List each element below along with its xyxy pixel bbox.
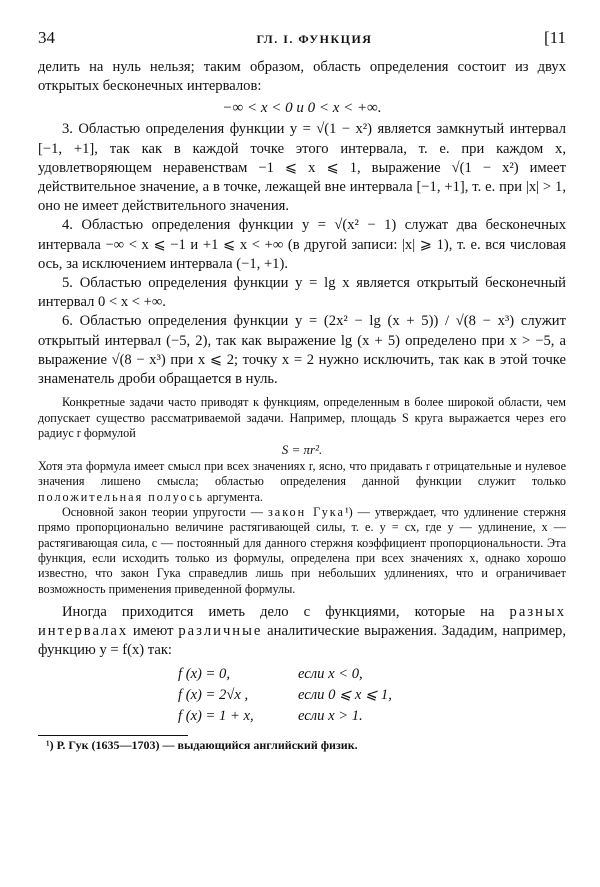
item-3: 3. Областью определения функции y = √(1 − x²) является замкнутый интервал [−1, +1], так как в каждой точке этого интервала, т. е. при каждом x, удовлетворяющем неравенствам −1 ⩽ x ⩽ 1, выражение √(1 − x²) имеет действительное значение, а в точке, лежащей вне интервала [−1, +1], т. е. при |x| > 1, оно не имеет действительного значения. (38, 121, 566, 215)
case-row (178, 706, 566, 727)
final-a: Иногда приходится иметь дело с функциями, которые на (62, 603, 510, 620)
piecewise-function (178, 664, 566, 727)
small3-end: ¹) — утверждает, что удлинение стержня прямо пропорционально величине растягивающей силы, т. е. y = cx, где y — удлинение, x — растягивающая сила, c — постоянный для данного стержня коэффициент пропорциональности. Эта функция, если исходить только из формулы, определена при всех значениях x, однако хорошо известно, что закон Гука справедлив лишь при небольших удлинениях, что и ограничивает возможность применения приведенной формулы. (38, 505, 567, 596)
small3-start: Основной закон теории упругости — (62, 505, 268, 520)
case-cond: если 0 ⩽ x ⩽ 1, (298, 687, 392, 704)
footnote: ¹) Р. Гук (1635—1703) — выдающийся английский физик. (46, 738, 358, 753)
page-header (38, 28, 566, 58)
section-number: [11 (543, 28, 566, 47)
final-emphasis-1: разных интервалах (38, 603, 566, 640)
case-row (178, 664, 566, 685)
case-expr: f (x) = 1 + x, (178, 708, 254, 725)
small-paragraph-2 (38, 459, 566, 505)
case-cond: если x < 0, (298, 666, 363, 683)
case-expr: f (x) = 2√x , (178, 687, 249, 704)
formula-intervals: −∞ < x < 0 и 0 < x < +∞. (222, 100, 382, 117)
small-paragraph-1: Конкретные задачи часто приводят к функциям, определенным в более широкой области, чем допускает существо рассматриваемой задачи. Например, площадь S круга выражается через его радиус r формулой (38, 395, 566, 440)
page-number: 34 (38, 28, 55, 47)
final-emphasis-2: различные (178, 623, 263, 640)
chapter-title: ГЛ. I. ФУНКЦИЯ (256, 32, 373, 46)
small2-start: Хотя эта формула имеет смысл при всех значениях r, ясно, что придавать r отрицательные и нулевое значения лишено смысла; областью определения данной функции служит только (38, 459, 566, 489)
small3-emphasis: закон Гука (267, 505, 345, 520)
final-c: аналитические выражения. Зададим, например, функцию y = f(x) так: (38, 623, 566, 659)
item-6: 6. Областью определения функции y = (2x² − lg (x + 5)) / √(8 − x³) служит открытый интервал (−5, 2), так как выражение lg (x + 5) определено при x > −5, а выражение √(8 − x³) при x ⩽ 2; точку x = 2 нужно исключить, так как в этой точке знаменатель дроби обращается в нуль. (38, 313, 566, 388)
intro-paragraph: делить на нуль нельзя; таким образом, область определения состоит из двух открытых бесконечных интервалов: (38, 59, 566, 95)
item-4: 4. Областью определения функции y = √(x² − 1) служат два бесконечных интервала −∞ < x ⩽ −1 и +1 ⩽ x < +∞ (в другой записи: |x| ⩾ 1), т. е. вся числовая ось, за исключением интервала (−1, +1). (38, 217, 566, 272)
case-row (178, 685, 566, 706)
case-expr: f (x) = 0, (178, 666, 230, 683)
final-paragraph (38, 603, 566, 661)
case-cond: если x > 1. (298, 708, 363, 725)
formula-area: S = πr². (281, 442, 323, 458)
item-5: 5. Областью определения функции y = lg x является открытый бесконечный интервал 0 < x < +∞. (38, 275, 566, 311)
page (38, 28, 566, 754)
small2-emphasis: положительная полуось (38, 489, 204, 504)
small-paragraph-3 (38, 505, 566, 597)
final-b: имеют (128, 623, 179, 640)
small2-end: аргумента. (203, 489, 263, 504)
